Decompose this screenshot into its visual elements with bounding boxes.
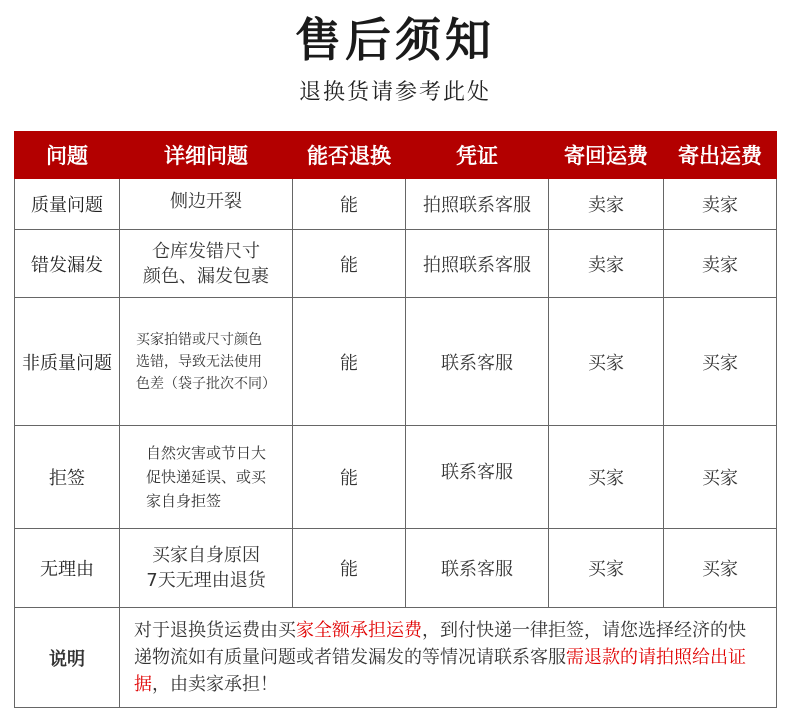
row-send-fee: 卖家: [664, 179, 777, 230]
row-returnable: 能: [293, 426, 406, 529]
row-send-fee: 卖家: [664, 230, 777, 298]
row-category: 非质量问题: [15, 298, 120, 426]
row-category: 拒签: [15, 426, 120, 529]
note-text: [120, 608, 777, 708]
detail-line: 家自身拒签: [145, 492, 221, 510]
detail-line: 色差（袋子批次不同）: [136, 375, 276, 392]
row-send-fee: 买家: [664, 298, 777, 426]
row-category: 错发漏发: [15, 230, 120, 298]
row-proof: 联系客服: [406, 529, 549, 608]
row-returnable: 能: [293, 529, 406, 608]
row-proof: 联系客服: [406, 298, 549, 426]
row-return-fee: 买家: [549, 298, 664, 426]
detail-line: 促快递延误、或买: [145, 468, 266, 486]
column-header-return-fee: 寄回运费: [549, 132, 664, 179]
row-proof: 拍照联系客服: [406, 179, 549, 230]
table-row: [15, 426, 777, 529]
table-row: [15, 298, 777, 426]
row-return-fee: 买家: [549, 529, 664, 608]
note-text-part: ，到付快递一律拒签，请您选择经济的快递物流如有质量问题或者错发漏发的等情况请联系客服: [134, 620, 746, 668]
row-detail: [120, 426, 293, 529]
note-row: [15, 608, 777, 708]
table-row: [15, 179, 777, 230]
after-sales-table: [14, 131, 777, 708]
table-header-row: [15, 132, 777, 179]
column-header-problem: 问题: [15, 132, 120, 179]
row-return-fee: 卖家: [549, 230, 664, 298]
row-return-fee: 买家: [549, 426, 664, 529]
row-return-fee: 卖家: [549, 179, 664, 230]
row-returnable: 能: [293, 179, 406, 230]
column-header-returnable: 能否退换: [293, 132, 406, 179]
row-detail: [120, 529, 293, 608]
note-highlight: 需退款的请拍照给出证据: [134, 647, 746, 695]
row-detail: [120, 230, 293, 298]
detail-line: 买家自身原因: [152, 545, 260, 566]
column-header-detail: 详细问题: [120, 132, 293, 179]
row-detail: [120, 298, 293, 426]
detail-line: 颜色、漏发包裹: [143, 265, 269, 287]
detail-line: 买家拍错或尺寸颜色: [136, 331, 262, 348]
note-highlight: 家全额承担运费: [296, 620, 422, 641]
row-returnable: 能: [293, 298, 406, 426]
detail-line: 自然灾害或节日大: [145, 444, 266, 462]
column-header-proof: 凭证: [406, 132, 549, 179]
detail-line: 仓库发错尺寸: [152, 240, 260, 262]
note-text-part: ，由卖家承担！: [152, 674, 278, 695]
page-title: 售后须知: [295, 13, 495, 67]
detail-line: 选错，导致无法使用: [136, 353, 262, 370]
detail-line: 侧边开裂: [170, 191, 242, 212]
table-row: [15, 529, 777, 608]
row-returnable: 能: [293, 230, 406, 298]
note-text-part: 对于退换货运费由买: [134, 620, 296, 641]
row-proof: 拍照联系客服: [406, 230, 549, 298]
row-category: 质量问题: [15, 179, 120, 230]
row-proof: 联系客服: [406, 426, 549, 529]
detail-line: 7天无理由退货: [146, 570, 266, 591]
row-detail: [120, 179, 293, 230]
row-send-fee: 买家: [664, 426, 777, 529]
page-subtitle: 退换货请参考此处: [298, 80, 491, 105]
note-label: 说明: [15, 608, 120, 708]
column-header-send-fee: 寄出运费: [664, 132, 777, 179]
table-row: [15, 230, 777, 298]
row-send-fee: 买家: [664, 529, 777, 608]
row-category: 无理由: [15, 529, 120, 608]
